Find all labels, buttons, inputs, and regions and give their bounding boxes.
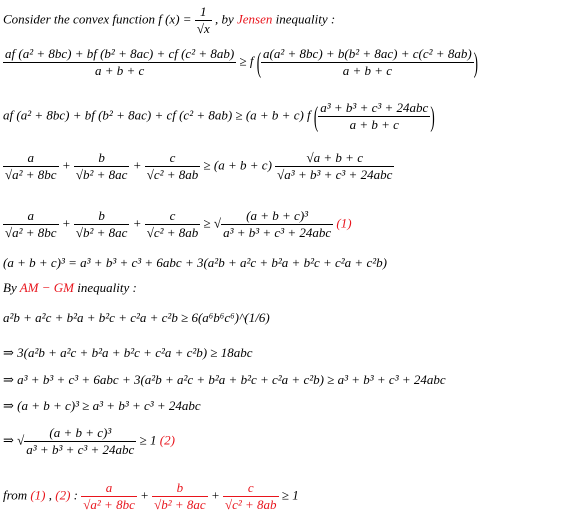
text-run: ≥ f [236,53,257,69]
right-paren: ) [430,98,435,132]
fraction-numerator: c [223,480,279,497]
fraction-denominator: √b² + 8ac [75,167,128,182]
fraction [152,480,208,513]
fraction [223,480,279,513]
text-run: AM − GM [19,280,74,295]
fraction [74,150,130,183]
text-run: ≥ √ [200,215,222,231]
text-run: ⇒ √ [3,432,25,448]
fraction-denominator: a³ + b³ + c³ + 24abc [26,442,135,457]
fraction-denominator: √b² + 8ac [154,497,206,512]
fraction [145,208,201,241]
fraction-denominator: √c² + 8ab [146,167,199,182]
fraction-numerator: (a + b + c)³ [221,208,333,225]
fraction-denominator: √a² + 8bc [5,167,57,182]
fraction-numerator: 1 [195,4,212,21]
fraction-numerator: a [3,208,59,225]
fraction-numerator: √a + b + c [275,150,394,167]
fraction-numerator: af (a² + 8bc) + bf (b² + 8ac) + cf (c² + 8ab) [5,46,235,61]
proof-line-5 [3,208,352,241]
text-run: + [136,487,153,503]
text-run: from [3,487,31,503]
fraction-numerator: a [81,480,137,497]
text-run: (1) [333,215,352,231]
proof-line-2 [3,46,478,79]
fraction-numerator: a³ + b³ + c³ + 24abc [320,100,429,115]
text-run: , [45,487,56,503]
fraction-denominator: √a³ + b³ + c³ + 24abc [277,167,393,182]
fraction [24,425,136,458]
fraction [3,150,59,183]
fraction [195,4,212,37]
fraction-numerator: c [145,208,201,225]
fraction-denominator: √a² + 8bc [83,497,135,512]
fraction-denominator: √b² + 8ac [75,225,128,240]
fraction-numerator: c [145,150,201,167]
fraction-numerator: a [3,150,59,167]
fraction-denominator: a + b + c [94,63,145,78]
fraction [3,46,236,79]
fraction-denominator: a³ + b³ + c³ + 24abc [223,225,332,240]
fraction-numerator: b [74,150,130,167]
fraction [74,208,130,241]
text-run: + [207,487,223,503]
proof-line-13 [3,480,299,513]
text-run: ≥ 1 [278,487,299,503]
fraction-denominator: √x [196,21,210,36]
text-run: Jensen [237,11,273,27]
text-run: (1) [30,487,46,503]
fraction [3,208,59,241]
text-run: inequality : [74,280,137,295]
fraction-numerator: b [152,480,208,497]
text-run: af (a² + 8bc) + bf (b² + 8ac) + cf (c² + 8ab) ≥ (a + b + c) f [3,107,314,123]
proof-line-1 [3,4,335,37]
text-run: + [129,157,145,173]
fraction [318,100,430,133]
left-paren: ( [256,44,262,78]
fraction [261,46,474,79]
text-run: a²b + a²c + b²a + b²c + c²a + c²b ≥ 6(a⁶b⁶c⁶)^(1/6) [3,310,270,325]
text-run: ≥ (a + b + c) [200,157,276,173]
text-run: ⇒ (a + b + c)³ ≥ a³ + b³ + c³ + 24abc [3,398,201,413]
fraction-denominator: √c² + 8ab [224,497,277,512]
proof-line-3 [3,100,435,133]
proof-line-8 [3,310,270,326]
text-run: : [70,487,82,503]
fraction [81,480,137,513]
text-run: Consider the convex function f (x) = [3,11,195,27]
fraction [221,208,333,241]
fraction-denominator: √c² + 8ab [146,225,199,240]
text-run: By [3,280,20,295]
text-run: + [58,215,74,231]
fraction-denominator: √a² + 8bc [5,225,57,240]
text-run: inequality : [272,11,336,27]
text-run: (a + b + c)³ = a³ + b³ + c³ + 6abc + 3(a²b + a²c + b²a + b²c + c²a + c²b) [3,255,387,270]
text-run: ⇒ a³ + b³ + c³ + 6abc + 3(a²b + a²c + b²a + b²c + c²a + c²b) ≥ a³ + b³ + c³ + 24abc [3,372,446,387]
proof-line-11 [3,398,201,414]
proof-line-4 [3,150,394,183]
text-run: + [58,157,74,173]
fraction-numerator: a(a² + 8bc) + b(b² + 8ac) + c(c² + 8ab) [263,46,472,61]
left-paren: ( [313,98,319,132]
fraction [145,150,201,183]
proof-line-9 [3,345,253,361]
text-run: (2) [159,432,175,448]
fraction [275,150,394,183]
text-run: (2) [55,487,71,503]
proof-line-6 [3,255,387,271]
proof-line-7 [3,280,137,296]
text-run: , by [211,11,237,27]
fraction-numerator: b [74,208,130,225]
right-paren: ) [473,44,478,78]
text-run: + [129,215,145,231]
proof-line-12 [3,425,175,458]
proof-line-10 [3,372,446,388]
fraction-denominator: a + b + c [349,117,399,132]
text-run: ≥ 1 [136,432,160,448]
fraction-denominator: a + b + c [342,63,393,78]
fraction-numerator: (a + b + c)³ [24,425,136,442]
text-run: ⇒ 3(a²b + a²c + b²a + b²c + c²a + c²b) ≥ 18abc [3,345,253,360]
